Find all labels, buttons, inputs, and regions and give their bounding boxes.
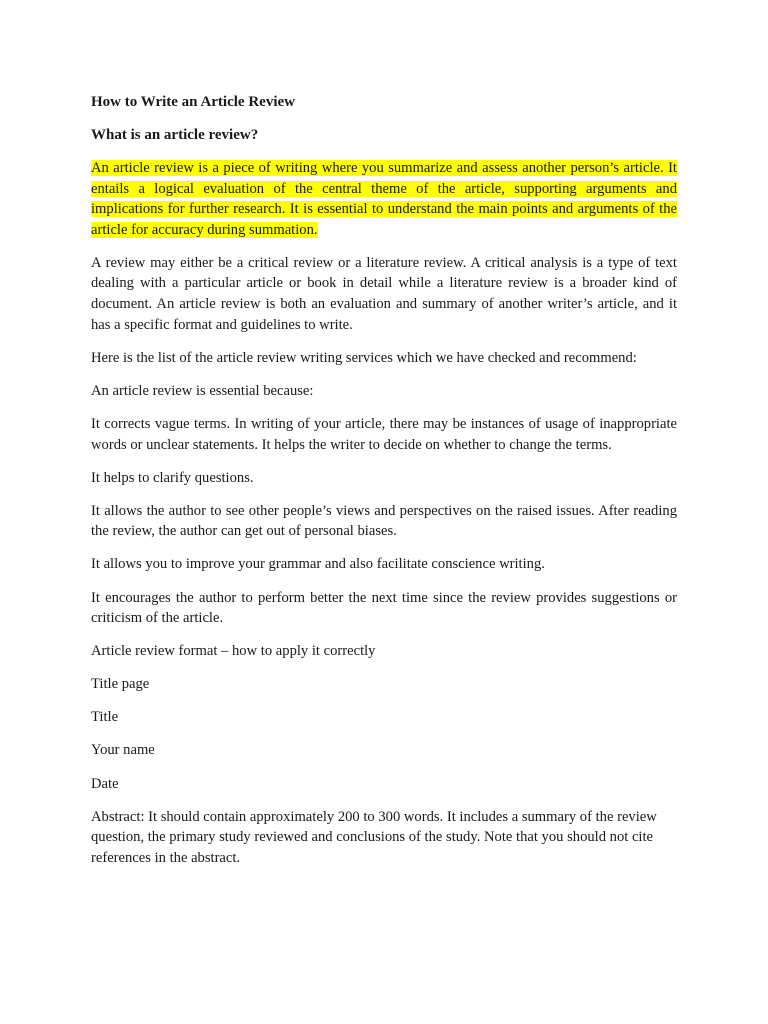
list-item-title-page: Title page <box>91 676 150 693</box>
document-title: How to Write an Article Review <box>91 94 295 110</box>
paragraph-perspectives: It allows the author to see other people’s views and perspectives on the raised issues. After reading the review, the author can get out of personal biases. <box>91 502 677 540</box>
paragraph-clarify-questions: It helps to clarify questions. <box>91 469 254 486</box>
list-item-date: Date <box>91 775 119 792</box>
document-page <box>91 92 677 881</box>
highlighted-paragraph <box>91 158 677 240</box>
paragraph-review-types: A review may either be a critical review or a literature review. A critical analysis is a type of text dealing with a particular article or book in detail while a literature review is a broader kind of document. An article review is both an evaluation and summary of another writer’s article, and it has a specific format and guidelines to write. <box>91 254 677 333</box>
paragraph-format-heading: Article review format – how to apply it correctly <box>91 643 376 660</box>
list-item-your-name: Your name <box>91 742 155 759</box>
paragraph-services-list-intro: Here is the list of the article review writing services which we have checked and recommend: <box>91 349 637 366</box>
paragraph-encourages: It encourages the author to perform better the next time since the review provides suggestions or criticism of the article. <box>91 589 677 627</box>
list-item-title: Title <box>91 709 119 726</box>
section-heading: What is an article review? <box>91 127 259 143</box>
paragraph-abstract: Abstract: It should contain approximately 200 to 300 words. It includes a summary of the review question, the primary study reviewed and conclusions of the study. Note that you should not cite references in the abstract. <box>91 808 657 866</box>
paragraph-grammar: It allows you to improve your grammar and also facilitate conscience writing. <box>91 556 545 573</box>
paragraph-essential-intro: An article review is essential because: <box>91 382 314 399</box>
paragraph-vague-terms: It corrects vague terms. In writing of your article, there may be instances of usage of inappropriate words or unclear statements. It helps the writer to decide on whether to change the terms. <box>91 415 677 453</box>
highlighted-text: An article review is a piece of writing where you summarize and assess another person’s article. It entails a logical evaluation of the central theme of the article, supporting arguments and implications for further research. It is essential to understand the main points and arguments of the article for accuracy during summation. <box>91 160 677 238</box>
